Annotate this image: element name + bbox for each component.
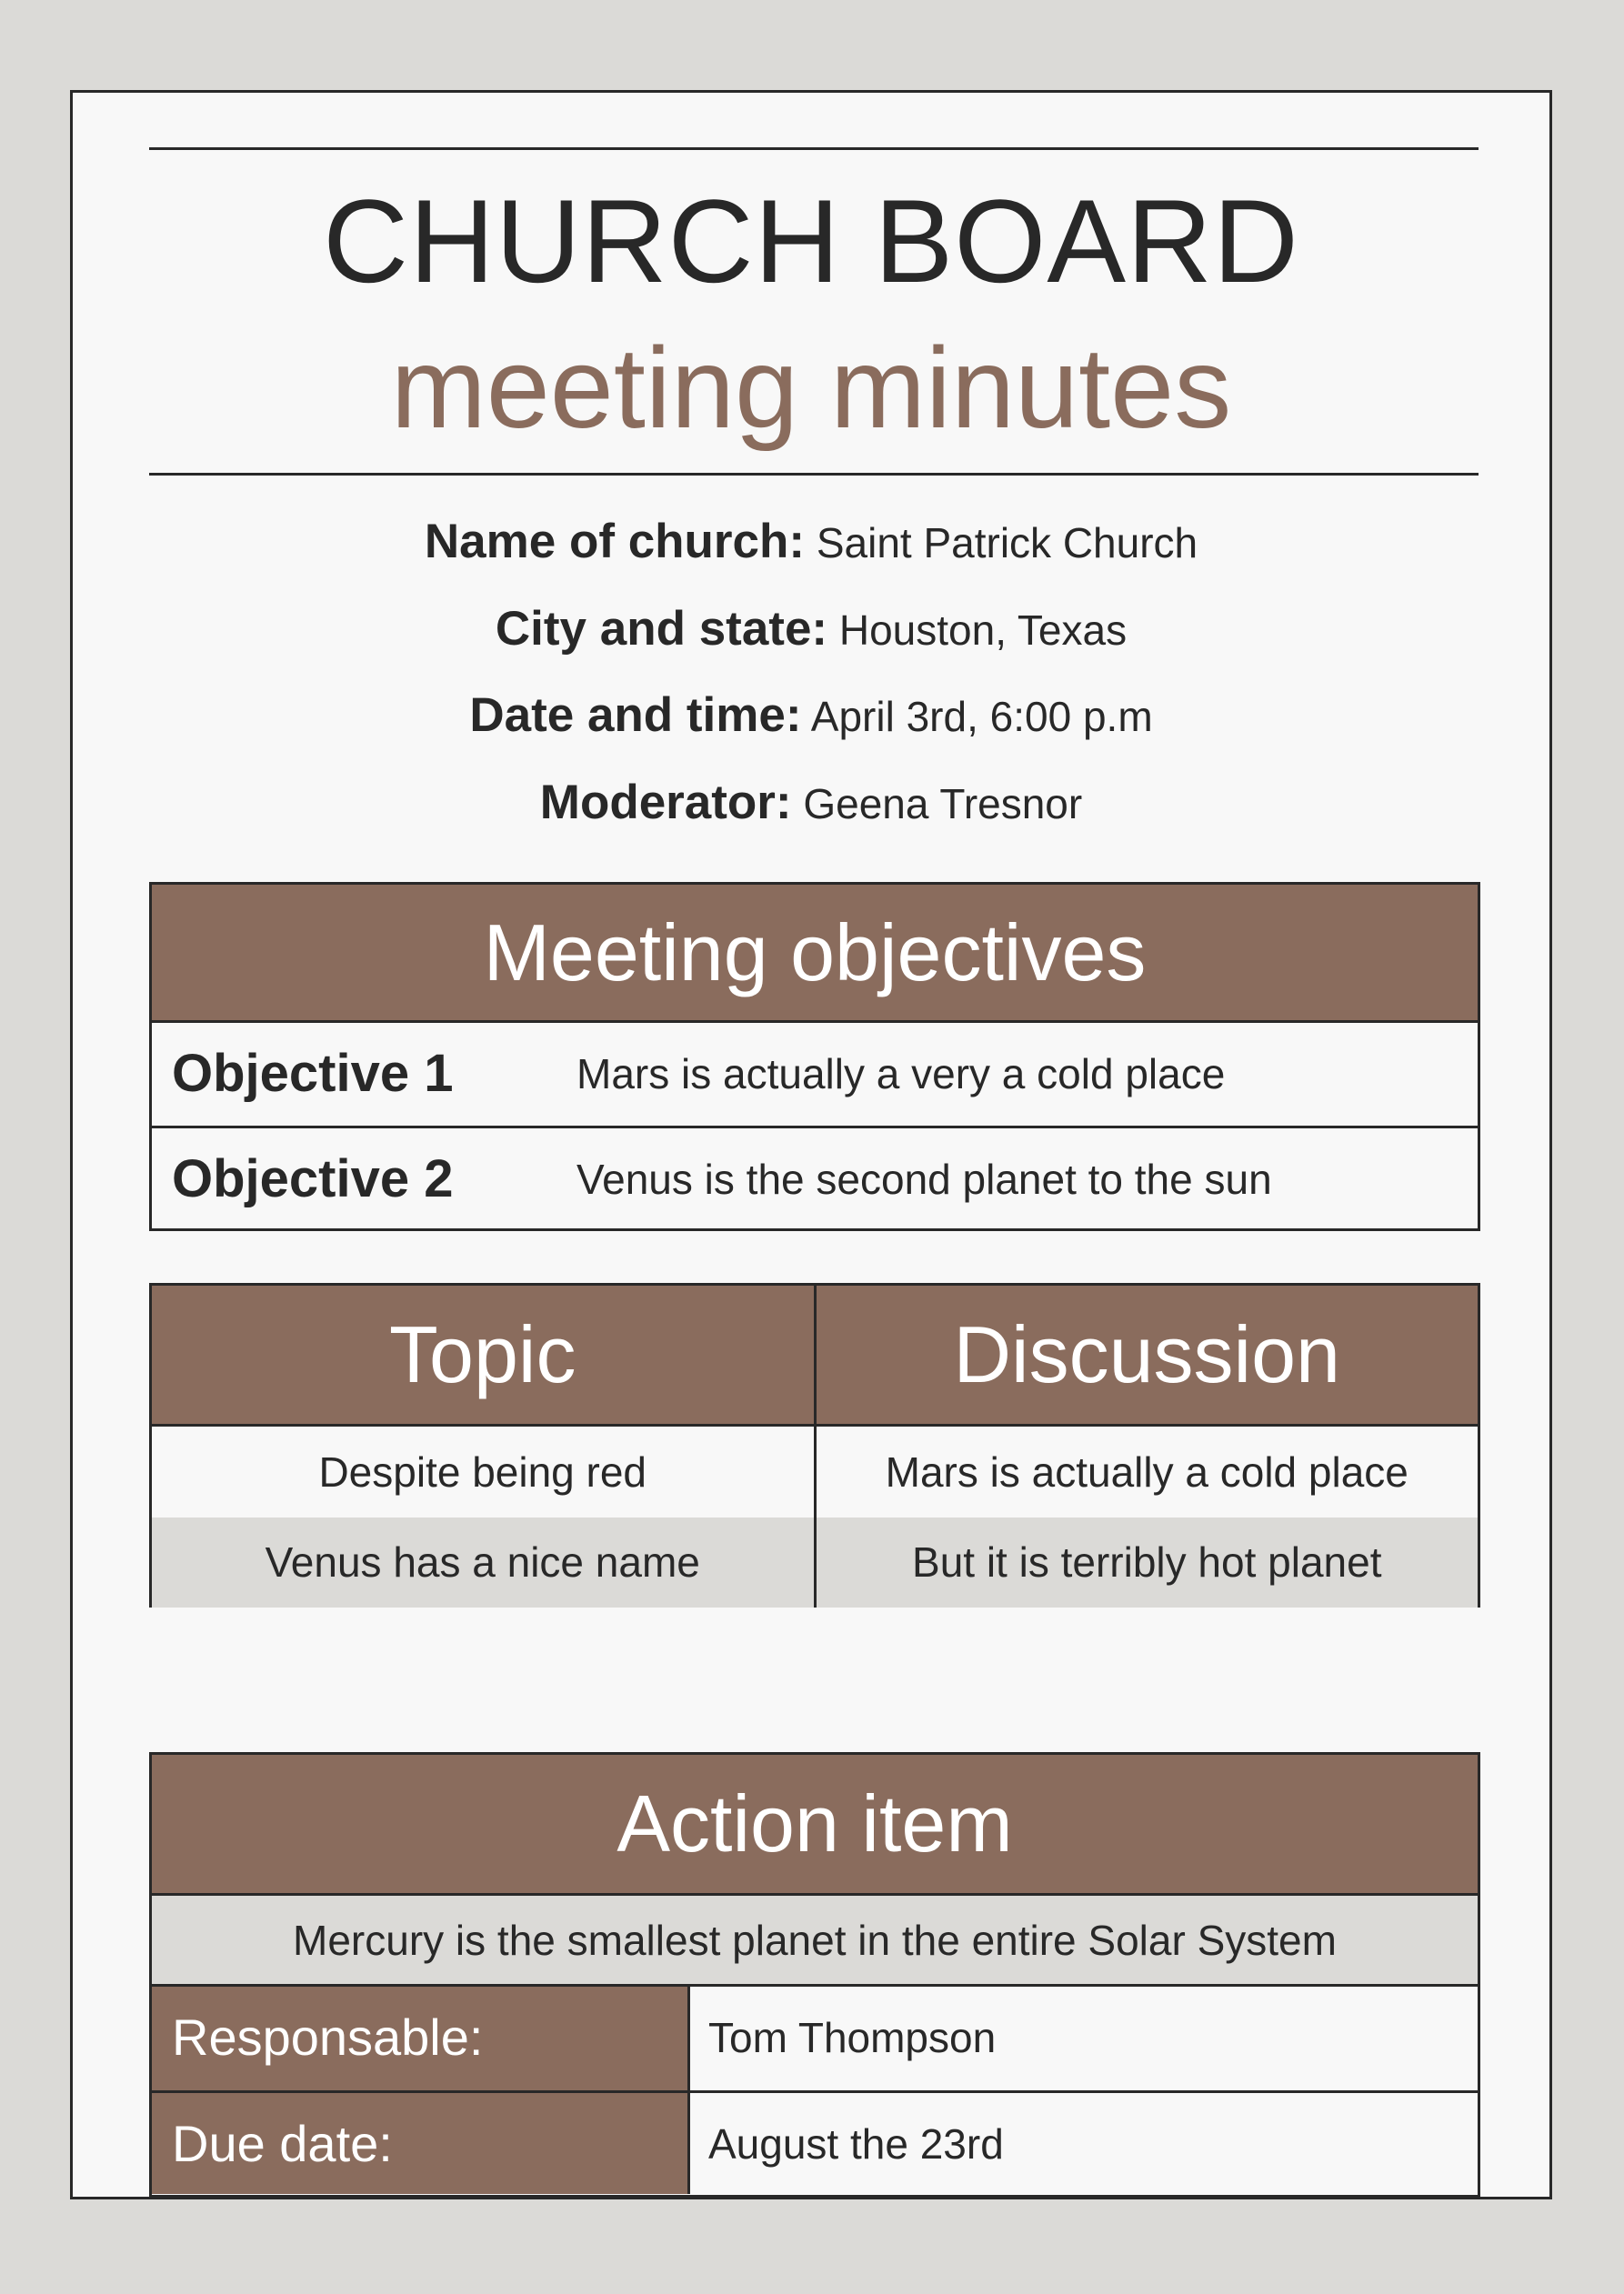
date-time-line (73, 688, 1549, 744)
date-time-value: April 3rd, 6:00 p.m (810, 693, 1153, 740)
title-top-rule (149, 147, 1479, 150)
discussion-cell: Mars is actually a cold place (817, 1427, 1479, 1518)
city-state-label: City and state: (495, 602, 828, 656)
topic-cell: Despite being red (152, 1427, 814, 1518)
topic-discussion-table (149, 1283, 1480, 1608)
meeting-objectives-table (149, 882, 1480, 1231)
action-heading: Action item (152, 1755, 1478, 1896)
due-date-label: Due date: (152, 2093, 690, 2194)
discussion-cell: But it is terribly hot planet (817, 1518, 1479, 1608)
due-date-value: August the 23rd (690, 2093, 1478, 2194)
objective-row (152, 1023, 1478, 1126)
city-state-value: Houston, Texas (838, 606, 1128, 654)
document-subtitle: meeting minutes (390, 324, 1232, 452)
objective-label: Objective 2 (172, 1149, 454, 1208)
document-title: CHURCH BOARD (323, 175, 1299, 307)
responsible-label: Responsable: (152, 1987, 690, 2090)
topic-column (152, 1286, 814, 1605)
moderator-value: Geena Tresnor (803, 780, 1083, 827)
topic-heading: Topic (152, 1286, 814, 1427)
church-name-line (73, 515, 1549, 570)
objective-label: Objective 1 (172, 1044, 454, 1103)
due-date-row (152, 2090, 1478, 2194)
responsible-row (152, 1987, 1478, 2090)
discussion-column (814, 1286, 1479, 1605)
objectives-heading: Meeting objectives (152, 885, 1478, 1023)
moderator-label: Moderator: (539, 776, 792, 829)
action-item-table (149, 1752, 1480, 2198)
objective-text: Venus is the second planet to the sun (576, 1156, 1272, 1203)
responsible-value: Tom Thompson (690, 1987, 1478, 2090)
title-bottom-rule (149, 473, 1479, 476)
document-page (70, 90, 1552, 2199)
church-name-value: Saint Patrick Church (816, 519, 1198, 566)
moderator-line (73, 776, 1549, 831)
city-state-line (73, 602, 1549, 657)
date-time-label: Date and time: (469, 688, 802, 742)
church-name-label: Name of church: (424, 515, 806, 568)
discussion-heading: Discussion (817, 1286, 1479, 1427)
objective-text: Mars is actually a very a cold place (576, 1050, 1226, 1097)
objective-row (152, 1126, 1478, 1228)
action-description: Mercury is the smallest planet in the entire Solar System (152, 1896, 1478, 1987)
topic-cell: Venus has a nice name (152, 1518, 814, 1608)
